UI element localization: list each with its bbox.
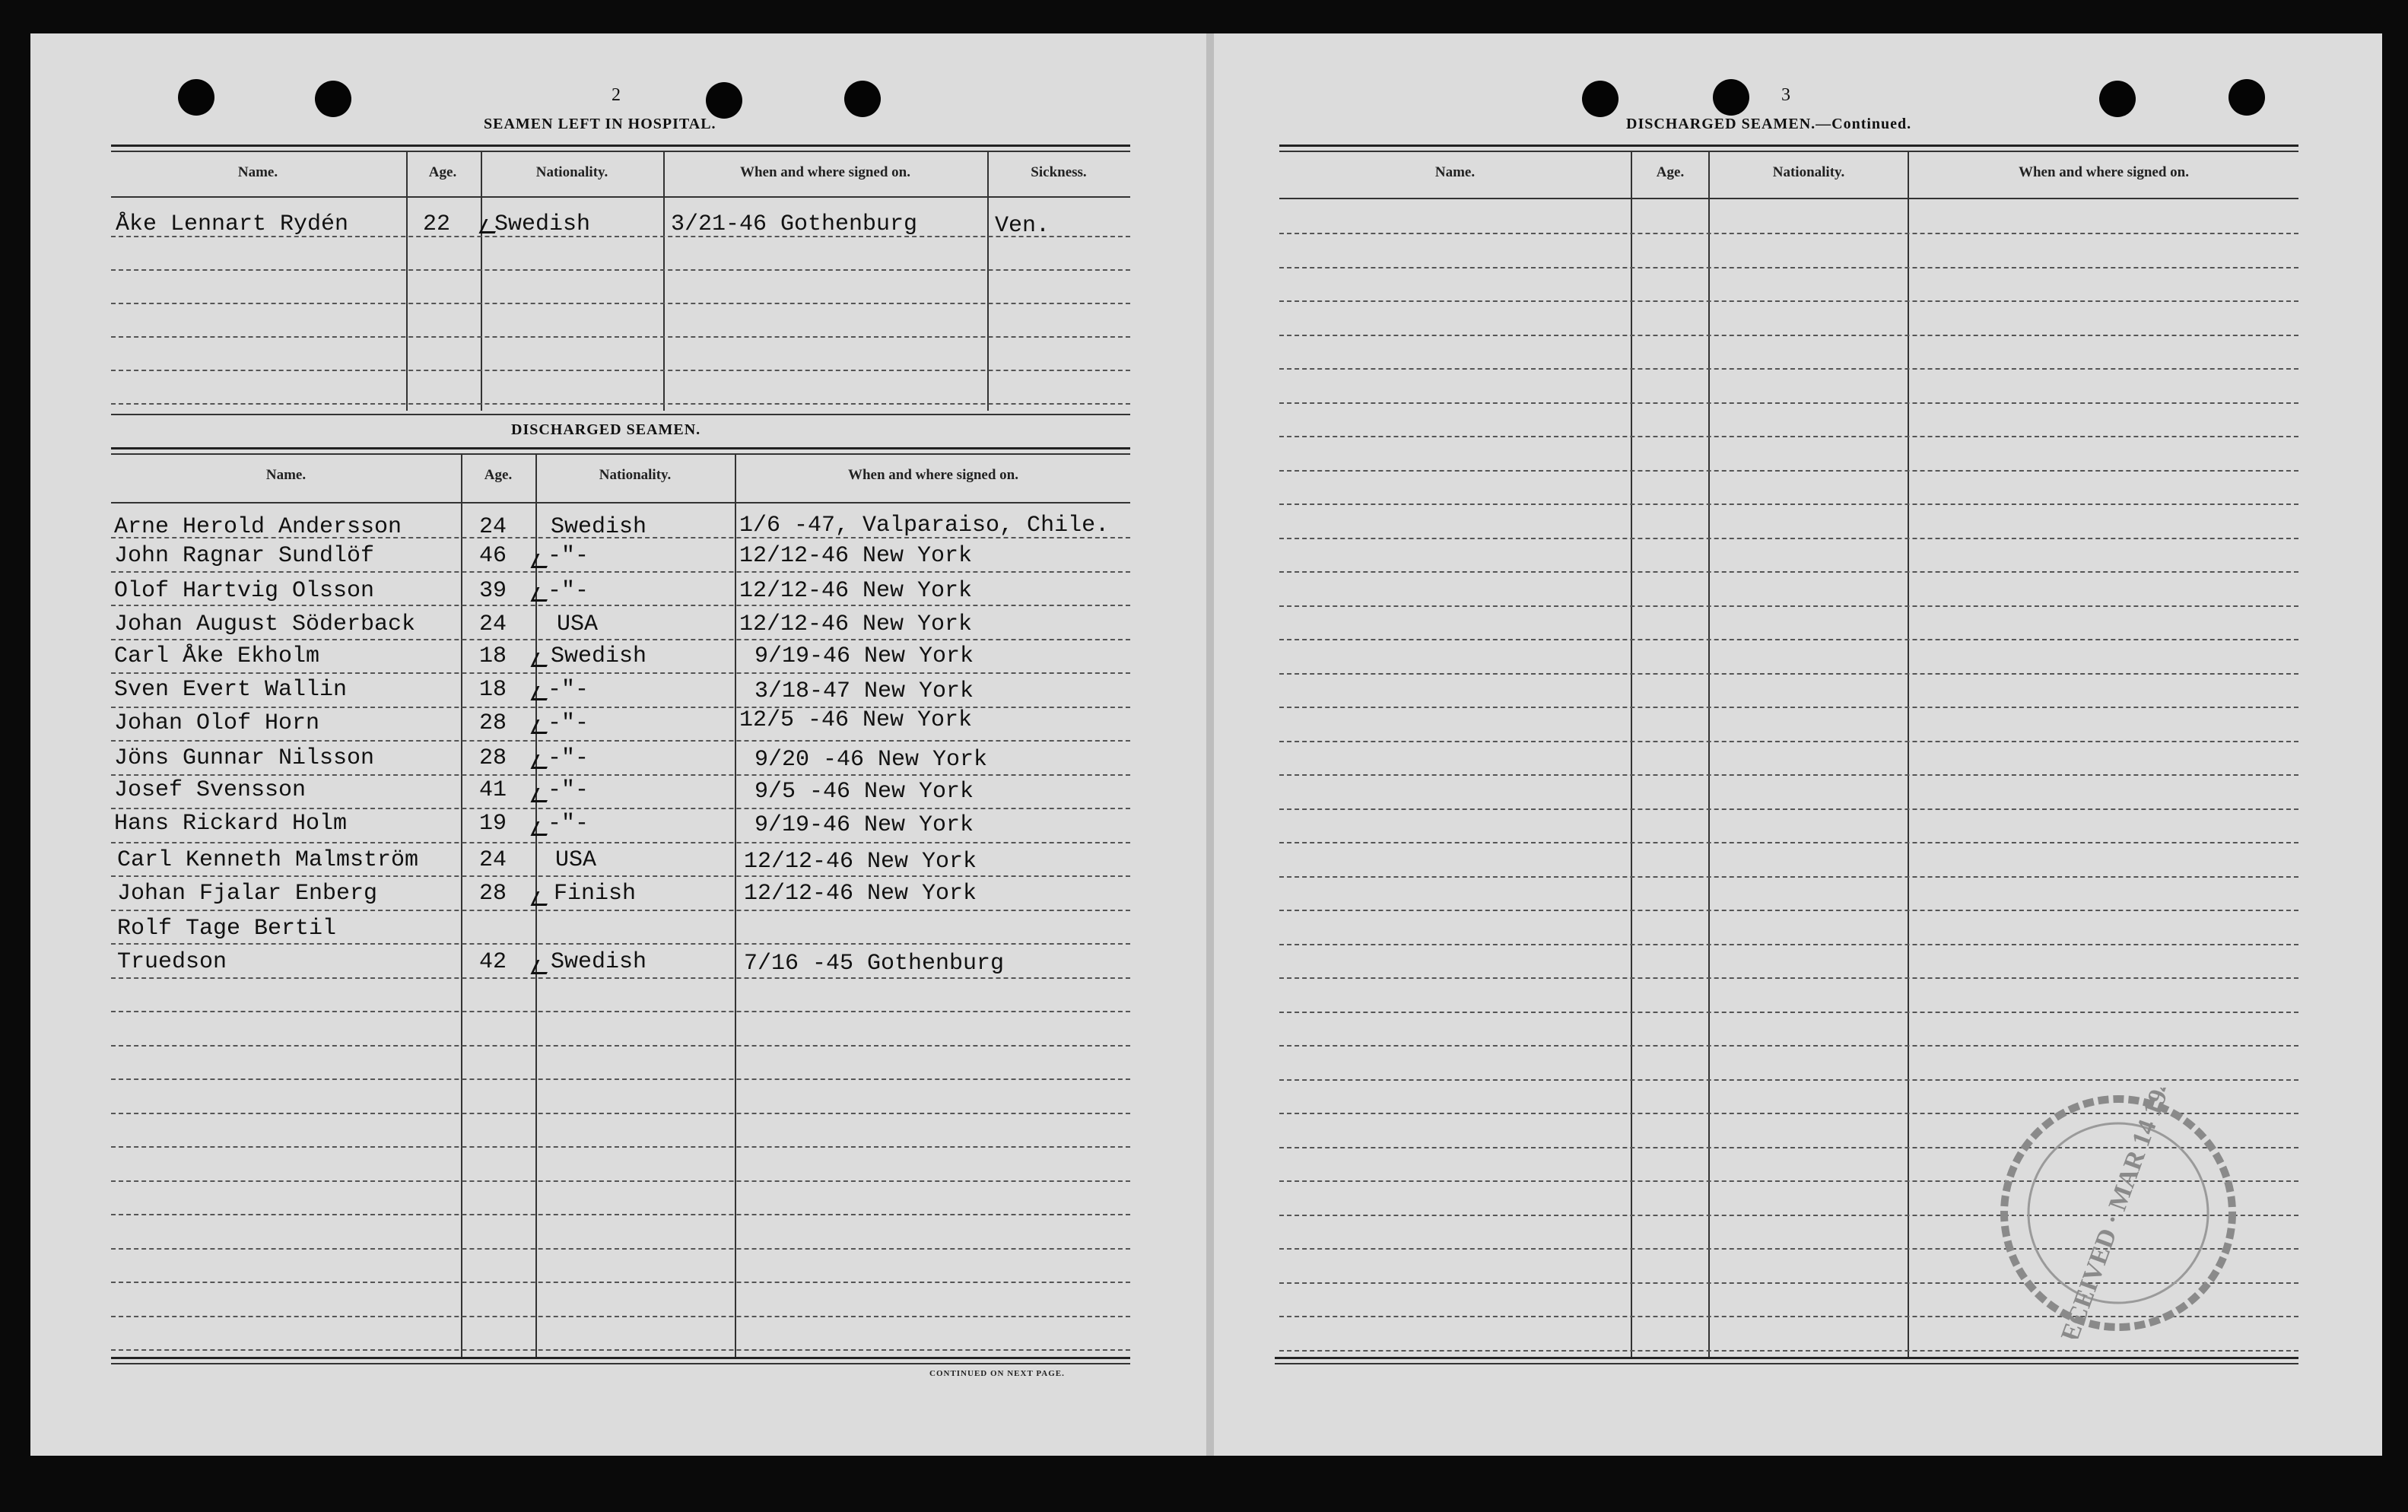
hospital-heading: SEAMEN LEFT IN HOSPITAL.: [484, 116, 716, 132]
row-rule: [1279, 876, 2298, 878]
row-rule: [111, 740, 1130, 742]
row-rule: [111, 571, 1130, 573]
discharged-signed-on: 12/12-46 New York: [739, 578, 973, 604]
row-rule: [111, 774, 1130, 776]
row-rule: [111, 808, 1130, 809]
row-rule: [111, 336, 1130, 338]
row-rule: [111, 875, 1130, 877]
continued-footer: CONTINUED ON NEXT PAGE.: [929, 1369, 1065, 1378]
hospital-col-sickness: Sickness.: [1031, 164, 1087, 180]
hospital-col-name: Name.: [237, 164, 278, 180]
column-divider: [481, 152, 482, 411]
discharged-name: Sven Evert Wallin: [114, 677, 348, 703]
discharged-name: Josef Svensson: [114, 777, 307, 803]
row-rule: [1279, 300, 2298, 302]
row-rule: [1279, 1045, 2298, 1047]
discharged-name: Johan August Söderback: [114, 611, 416, 637]
column-divider: [406, 152, 408, 411]
continued-col-signed-on: When and where signed on.: [2018, 164, 2189, 180]
discharged-col-age: Age.: [484, 467, 513, 483]
hospital-col-nationality: Nationality.: [535, 164, 608, 180]
discharged-signed-on: 12/12-46 New York: [739, 543, 973, 569]
page-number: 2: [612, 85, 621, 105]
row-rule: [1279, 808, 2298, 810]
discharged-continued-heading: DISCHARGED SEAMEN.—Continued.: [1626, 116, 1912, 132]
discharged-col-nationality: Nationality.: [599, 467, 672, 483]
continued-col-age: Age.: [1656, 164, 1685, 180]
table-rule: [111, 151, 1130, 152]
row-rule: [111, 842, 1130, 843]
binding-gutter: [1206, 33, 1214, 1456]
row-rule: [111, 672, 1130, 674]
discharged-name: Truedson: [117, 949, 227, 975]
discharged-nationality: -"-: [548, 578, 589, 604]
discharged-name: Olof Hartvig Olsson: [114, 578, 375, 604]
punch-hole: [178, 79, 214, 116]
row-rule: [111, 1045, 1130, 1047]
discharged-age: 28: [479, 745, 507, 771]
punch-hole: [706, 82, 742, 119]
row-rule: [1279, 605, 2298, 607]
punch-hole: [1582, 81, 1619, 117]
hospital-sickness: Ven.: [995, 213, 1050, 239]
hospital-signed-on: 3/21-46 Gothenburg: [671, 211, 918, 237]
row-rule: [1279, 571, 2298, 573]
discharged-age: 39: [479, 578, 507, 604]
discharged-age: 18: [479, 643, 507, 669]
row-rule: [111, 1011, 1130, 1012]
column-divider: [987, 152, 989, 411]
row-rule: [1279, 944, 2298, 945]
table-rule: [1275, 1363, 2298, 1364]
discharged-name: Johan Olof Horn: [114, 710, 320, 736]
discharged-signed-on: 9/19-46 New York: [754, 643, 974, 669]
hospital-age: 22: [423, 211, 451, 237]
discharged-signed-on: 1/6 -47, Valparaiso, Chile.: [739, 513, 1110, 538]
discharged-signed-on: 9/5 -46 New York: [754, 779, 974, 805]
discharged-name: John Ragnar Sundlöf: [114, 543, 375, 569]
discharged-nationality: -"-: [548, 543, 589, 569]
hospital-col-signed-on: When and where signed on.: [739, 164, 910, 180]
discharged-name: Arne Herold Andersson: [114, 514, 402, 540]
row-rule: [111, 1282, 1130, 1283]
discharged-signed-on: 3/18-47 New York: [754, 678, 974, 704]
row-rule: [111, 1180, 1130, 1182]
row-rule: [1279, 436, 2298, 437]
row-rule: [1279, 1350, 2298, 1352]
discharged-age: 28: [479, 881, 507, 907]
row-rule: [111, 1078, 1130, 1080]
row-rule: [1279, 233, 2298, 234]
row-rule: [1279, 741, 2298, 742]
table-rule: [111, 447, 1130, 449]
row-rule: [1279, 673, 2298, 675]
discharged-age: 41: [479, 777, 507, 803]
discharged-nationality: -"-: [548, 710, 589, 736]
column-divider: [663, 152, 665, 411]
punch-hole: [2099, 81, 2136, 117]
discharged-heading: DISCHARGED SEAMEN.: [511, 421, 701, 438]
row-rule: [111, 403, 1130, 405]
row-rule: [111, 1248, 1130, 1250]
discharged-name: Hans Rickard Holm: [114, 811, 348, 837]
discharged-name: Carl Kenneth Malmström: [117, 847, 419, 873]
row-rule: [111, 1214, 1130, 1215]
table-rule: [111, 1357, 1130, 1359]
row-rule: [111, 910, 1130, 911]
hospital-nationality: Swedish: [494, 211, 591, 237]
discharged-name: Rolf Tage Bertil: [117, 916, 337, 942]
row-rule: [1279, 503, 2298, 505]
punch-hole: [315, 81, 351, 117]
table-rule: [111, 196, 1130, 198]
row-rule: [1279, 774, 2298, 776]
discharged-name: Johan Fjalar Enberg: [117, 881, 378, 907]
stamp-text: RECEIVED · MAR 14 1947: [2049, 1088, 2182, 1339]
discharged-nationality: Finish: [554, 881, 637, 907]
table-rule: [1275, 1357, 2298, 1359]
discharged-signed-on: 12/12-46 New York: [739, 611, 973, 637]
row-rule: [111, 707, 1130, 708]
row-rule: [1279, 1012, 2298, 1013]
discharged-nationality: USA: [557, 611, 599, 637]
row-rule: [1279, 639, 2298, 640]
row-rule: [111, 1349, 1130, 1351]
left-page: [30, 33, 1206, 1456]
discharged-signed-on: 9/19-46 New York: [754, 812, 974, 838]
discharged-signed-on: 12/12-46 New York: [744, 881, 977, 907]
discharged-age: 24: [479, 514, 507, 540]
discharged-name: Jöns Gunnar Nilsson: [114, 745, 375, 771]
discharged-signed-on: 9/20 -46 New York: [754, 747, 988, 773]
stamp-graphic: [1993, 1088, 2244, 1339]
discharged-col-name: Name.: [265, 467, 307, 483]
column-divider: [735, 455, 736, 1357]
punch-hole: [2229, 79, 2265, 116]
row-rule: [111, 639, 1130, 640]
row-rule: [1279, 538, 2298, 539]
row-rule: [111, 943, 1130, 945]
page-number: 3: [1781, 85, 1790, 105]
discharged-nationality: Swedish: [551, 949, 647, 975]
table-rule: [1279, 198, 2298, 199]
discharged-nationality: -"-: [548, 777, 589, 803]
discharged-age: 24: [479, 611, 507, 637]
discharged-col-signed-on: When and where signed on.: [847, 467, 1018, 483]
discharged-name: Carl Åke Ekholm: [114, 643, 320, 669]
row-rule: [1279, 1079, 2298, 1081]
column-divider: [461, 455, 462, 1357]
row-rule: [111, 1316, 1130, 1317]
column-divider: [1708, 152, 1710, 1357]
discharged-signed-on: 7/16 -45 Gothenburg: [744, 951, 1005, 977]
column-divider: [1631, 152, 1632, 1357]
discharged-signed-on: 12/5 -46 New York: [739, 707, 973, 733]
table-rule: [1279, 151, 2298, 152]
discharged-age: 18: [479, 677, 507, 703]
continued-col-name: Name.: [1434, 164, 1476, 180]
table-rule: [111, 145, 1130, 147]
row-rule: [1279, 910, 2298, 911]
row-rule: [1279, 267, 2298, 268]
discharged-signed-on: 12/12-46 New York: [744, 849, 977, 875]
discharged-age: 28: [479, 710, 507, 736]
discharged-nationality: -"-: [548, 677, 589, 703]
discharged-age: 24: [479, 847, 507, 873]
column-divider: [1908, 152, 1909, 1357]
row-rule: [1279, 842, 2298, 843]
table-rule: [111, 502, 1130, 503]
hospital-name: Åke Lennart Rydén: [116, 211, 349, 237]
continued-col-nationality: Nationality.: [1772, 164, 1845, 180]
punch-hole: [1713, 79, 1749, 116]
row-rule: [1279, 335, 2298, 336]
discharged-age: 19: [479, 811, 507, 837]
discharged-nationality: Swedish: [551, 514, 647, 540]
table-rule: [1279, 145, 2298, 147]
row-rule: [111, 303, 1130, 304]
row-rule: [111, 269, 1130, 271]
discharged-nationality: -"-: [548, 811, 589, 837]
table-rule: [111, 453, 1130, 455]
received-stamp: [1993, 1088, 2244, 1342]
row-rule: [111, 1113, 1130, 1114]
row-rule: [111, 370, 1130, 371]
table-rule: [111, 1363, 1130, 1364]
punch-hole: [844, 81, 881, 117]
row-rule: [1279, 707, 2298, 708]
table-rule: [111, 414, 1130, 415]
row-rule: [111, 605, 1130, 606]
row-rule: [1279, 368, 2298, 370]
row-rule: [1279, 977, 2298, 979]
row-rule: [111, 977, 1130, 979]
row-rule: [1279, 402, 2298, 404]
discharged-nationality: Swedish: [551, 643, 647, 669]
hospital-col-age: Age.: [428, 164, 457, 180]
discharged-nationality: USA: [555, 847, 597, 873]
row-rule: [111, 1146, 1130, 1148]
discharged-age: 46: [479, 543, 507, 569]
discharged-nationality: -"-: [548, 745, 589, 771]
discharged-age: 42: [479, 949, 507, 975]
row-rule: [1279, 470, 2298, 472]
